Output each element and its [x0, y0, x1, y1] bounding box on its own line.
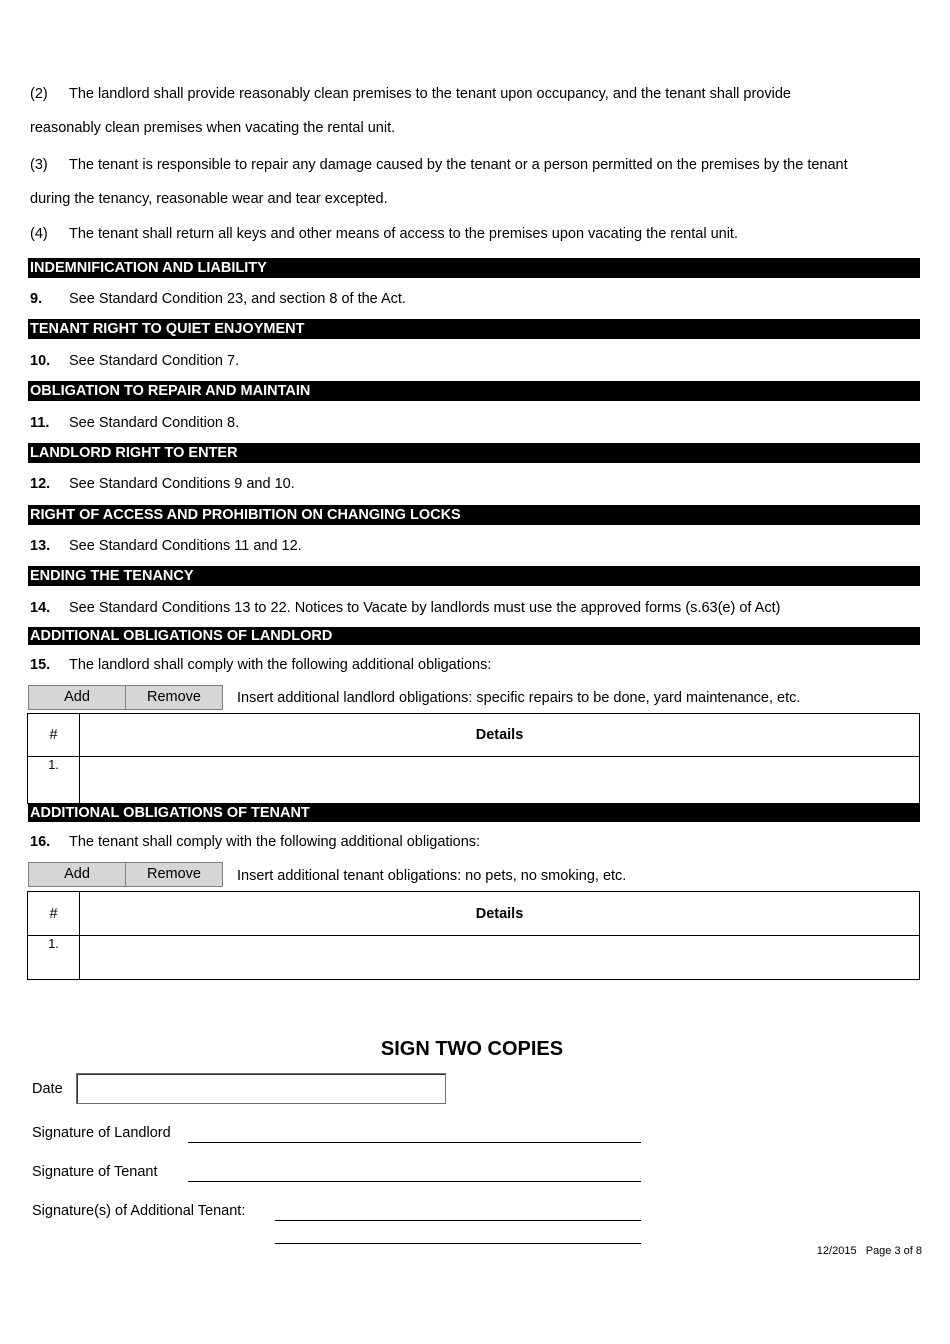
section-header-ending-tenancy: ENDING THE TENANCY [28, 566, 920, 586]
column-header-number: # [28, 714, 80, 757]
paragraph-3-line2: during the tenancy, reasonable wear and tear excepted. [30, 191, 388, 207]
date-label: Date [32, 1081, 63, 1097]
paragraph-3-line1 [30, 156, 920, 174]
item-text: The landlord shall comply with the following additional obligations: [69, 657, 492, 673]
paragraph-2-line1 [30, 85, 920, 103]
additional-tenant-signature-line-2[interactable] [275, 1243, 641, 1244]
section-header-indemnification: INDEMNIFICATION AND LIABILITY [28, 258, 920, 278]
tenant-signature-label: Signature of Tenant [32, 1164, 158, 1180]
tenant-obligations-hint: Insert additional tenant obligations: no pets, no smoking, etc. [237, 868, 627, 884]
section-header-right-to-enter: LANDLORD RIGHT TO ENTER [28, 443, 920, 463]
item-number: 15. [30, 657, 51, 673]
paragraph-text: The landlord shall provide reasonably clean premises to the tenant upon occupancy, and the tenant shall provide [69, 86, 791, 102]
section-item-9 [30, 290, 406, 308]
section-header-repair-maintain: OBLIGATION TO REPAIR AND MAINTAIN [28, 381, 920, 401]
page-footer: 12/2015 Page 3 of 8 [816, 1245, 922, 1257]
section-item-13 [30, 537, 302, 555]
details-cell[interactable] [80, 757, 920, 804]
item-text: See Standard Conditions 13 to 22. Notices to Vacate by landlords must use the approved forms (s.63(e) of Act) [69, 600, 781, 616]
paragraph-number: (3) [30, 157, 48, 173]
section-item-10 [30, 352, 239, 370]
item-number: 11. [30, 415, 50, 431]
row-number: 1. [28, 757, 80, 804]
paragraph-number: (2) [30, 86, 48, 102]
section-header-quiet-enjoyment: TENANT RIGHT TO QUIET ENJOYMENT [28, 319, 920, 339]
additional-tenant-signature-label: Signature(s) of Additional Tenant: [32, 1203, 246, 1219]
landlord-obligations-table [27, 713, 920, 804]
table-header-row [28, 892, 920, 936]
row-number: 1. [28, 936, 80, 980]
column-header-details: Details [80, 892, 920, 936]
tenant-signature-line[interactable] [188, 1181, 641, 1182]
additional-tenant-signature-line-1[interactable] [275, 1220, 641, 1221]
section-item-11 [30, 414, 239, 432]
table-row [28, 757, 920, 804]
landlord-add-button[interactable]: Add [28, 685, 126, 710]
section-header-tenant-obligations: ADDITIONAL OBLIGATIONS OF TENANT [28, 804, 920, 822]
landlord-obligations-hint: Insert additional landlord obligations: specific repairs to be done, yard maintenance, etc. [237, 690, 801, 706]
landlord-signature-line[interactable] [188, 1142, 641, 1143]
details-cell[interactable] [80, 936, 920, 980]
paragraph-2-line2: reasonably clean premises when vacating the rental unit. [30, 120, 396, 136]
paragraph-4 [30, 225, 920, 243]
table-header-row [28, 714, 920, 757]
section-item-15 [30, 656, 491, 674]
paragraph-text: The tenant shall return all keys and other means of access to the premises upon vacating the rental unit. [69, 226, 738, 242]
section-item-12 [30, 475, 295, 493]
item-number: 10. [30, 353, 51, 369]
item-number: 12. [30, 476, 51, 492]
table-row [28, 936, 920, 980]
section-header-access-locks: RIGHT OF ACCESS AND PROHIBITION ON CHANGING LOCKS [28, 505, 920, 525]
landlord-remove-button[interactable]: Remove [125, 685, 223, 710]
tenant-obligations-table [27, 891, 920, 980]
item-number: 16. [30, 834, 51, 850]
tenant-remove-button[interactable]: Remove [125, 862, 223, 887]
item-text: See Standard Condition 7. [69, 353, 240, 369]
item-number: 13. [30, 538, 51, 554]
landlord-signature-label: Signature of Landlord [32, 1125, 171, 1141]
item-number: 14. [30, 600, 51, 616]
section-header-landlord-obligations: ADDITIONAL OBLIGATIONS OF LANDLORD [28, 627, 920, 645]
item-number: 9. [30, 291, 43, 307]
column-header-details: Details [80, 714, 920, 757]
section-item-14 [30, 599, 780, 617]
item-text: See Standard Conditions 9 and 10. [69, 476, 295, 492]
paragraph-text: The tenant is responsible to repair any damage caused by the tenant or a person permitted on the premises by the tenant [69, 157, 848, 173]
column-header-number: # [28, 892, 80, 936]
item-text: See Standard Condition 23, and section 8 of the Act. [69, 291, 406, 307]
paragraph-number: (4) [30, 226, 48, 242]
sign-two-copies-title: SIGN TWO COPIES [380, 1038, 564, 1060]
tenant-add-button[interactable]: Add [28, 862, 126, 887]
date-field[interactable] [76, 1073, 446, 1104]
item-text: The tenant shall comply with the following additional obligations: [69, 834, 481, 850]
section-item-16 [30, 833, 480, 851]
item-text: See Standard Condition 8. [69, 415, 240, 431]
item-text: See Standard Conditions 11 and 12. [69, 538, 302, 554]
